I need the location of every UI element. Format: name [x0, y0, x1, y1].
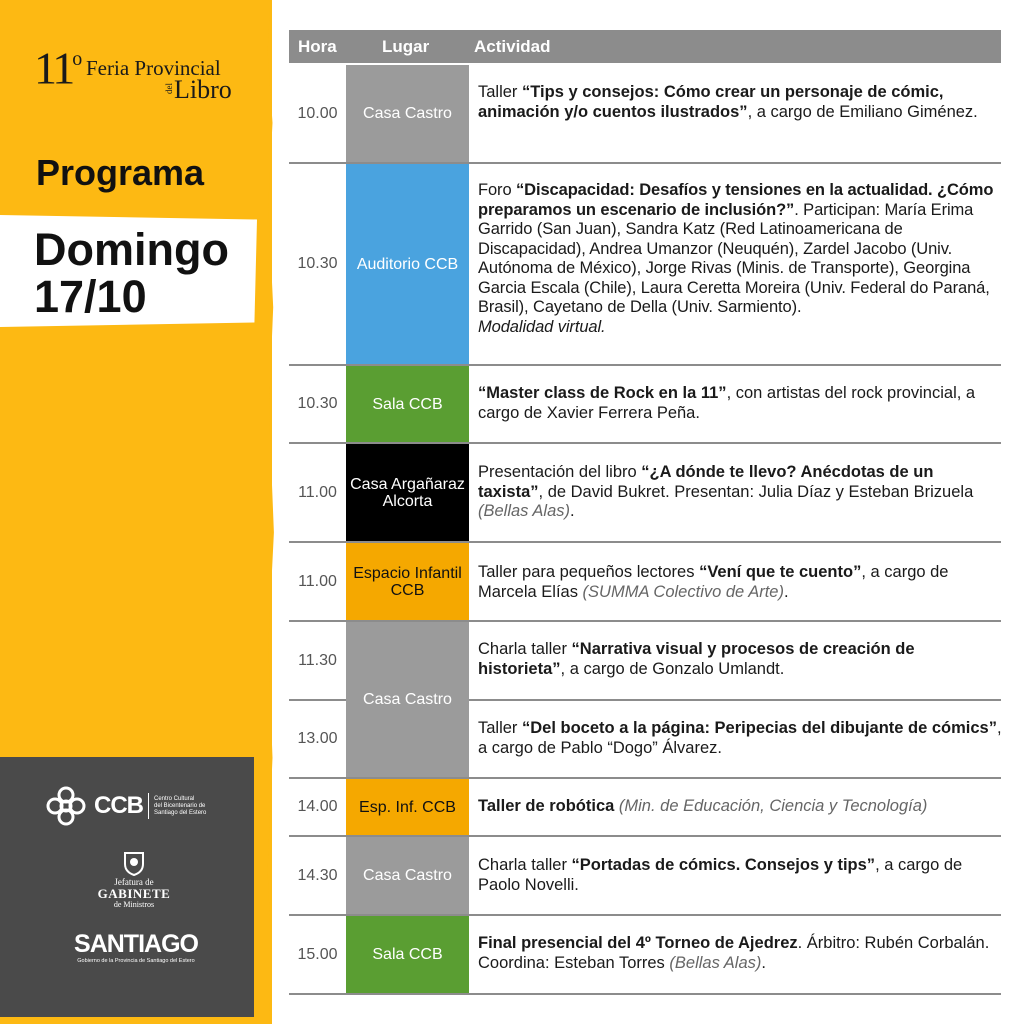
santiago-text: SANTIAGO [74, 930, 198, 958]
header-lugar: Lugar [382, 37, 430, 56]
ccb-divider [148, 793, 149, 819]
table-row [289, 366, 1001, 442]
row-actividad: Foro “Discapacidad: Desafíos y tensiones en la actualidad. ¿Cómo preparamos un escenario de inclusión?”. Participan: María Erima Garrido (San Juan), Sandra Katz (Red Latinoamericana de Discapacidad), Andrea Umanzor (Neuquén), Zardel Jacobo (Univ. Autónoma de México), Jorge Rivas (Minis. de Transporte), Georgina Garcia Escala (Chile), Laura Ceretta Moreira (Univ. Federal do Paraná, Brasil), Cayetano de Della (Univ. Sarmiento). Modalidad virtual. [478, 181, 994, 336]
program-title: Programa [36, 152, 205, 193]
row-hora: 14.30 [297, 866, 338, 884]
table-row [289, 65, 1001, 162]
row-hora: 10.30 [297, 395, 338, 412]
date-heading [34, 226, 229, 320]
row-divider [289, 993, 1001, 995]
row-lugar: Sala CCB [346, 916, 469, 993]
row-hora: 11.00 [298, 572, 337, 590]
row-hora: 15.00 [297, 945, 338, 963]
row-actividad: Taller para pequeños lectores “Vení que te cuento”, a cargo de Marcela Elías (SUMMA Colectivo de Arte). [478, 563, 949, 601]
row-lugar: Casa Castro [346, 65, 469, 162]
logo-line2: Libro [174, 75, 232, 104]
row-actividad: Presentación del libro “¿A dónde te llevo? Anécdotas de un taxista”, de David Bukret. Presentan: Julia Díaz y Esteban Brizuela (Bellas Alas). [478, 463, 974, 520]
logo-number: 11$^o$ [34, 42, 83, 94]
row-lugar: Sala CCB [346, 366, 469, 442]
row-lugar: Casa Castro [346, 837, 469, 914]
row-actividad: “Master class de Rock en la 11”, con artistas del rock provincial, a cargo de Xavier Ferrera Peña. [478, 384, 976, 422]
day-date: 17/10 [34, 271, 147, 322]
santiago-subtitle: Gobierno de la Provincia de Santiago del Estero [77, 958, 195, 964]
header-hora: Hora [298, 37, 337, 56]
row-hora: 11.30 [298, 651, 337, 669]
row-actividad: Final presencial del 4º Torneo de Ajedrez. Árbitro: Rubén Corbalán. Coordina: Esteban Torres (Bellas Alas). [478, 934, 990, 972]
row-divider [469, 699, 1001, 701]
feria-logo [34, 38, 254, 108]
ccb-fullname: Centro Cultural del Bicentenario de Santiago del Estero [154, 795, 207, 816]
table-header [289, 30, 1001, 63]
row-hora: 11.00 [298, 483, 337, 501]
row-hora: 13.00 [297, 730, 338, 747]
logo-line1: Feria Provincial [86, 56, 221, 80]
table-row [289, 837, 1001, 914]
row-lugar: Esp. Inf. CCB [346, 779, 469, 835]
ccb-text: CCB [94, 792, 143, 819]
table-row [289, 164, 1001, 364]
row-hora: 10.00 [297, 104, 338, 122]
table-row [289, 543, 1001, 620]
santiago-logo [66, 930, 206, 964]
row-lugar: Casa Castro [346, 622, 469, 777]
table-row [289, 779, 1001, 835]
ccb-logo [46, 786, 232, 826]
flower-icon [46, 786, 86, 826]
header-actividad: Actividad [474, 37, 551, 56]
row-actividad: Charla taller “Narrativa visual y procesos de creación de historieta”, a cargo de Gonzalo Umlandt. [478, 640, 915, 678]
row-lugar: Casa Argañaraz Alcorta [346, 444, 469, 541]
row-lugar: Auditorio CCB [346, 164, 469, 364]
row-actividad: Taller de robótica (Min. de Educación, Ciencia y Tecnología) [478, 797, 928, 815]
shield-icon [122, 850, 146, 876]
logo-del: del [164, 83, 174, 94]
row-lugar: Espacio Infantil CCB [346, 543, 469, 620]
row-actividad: Charla taller “Portadas de cómics. Consejos y tips”, a cargo de Paolo Novelli. [478, 856, 963, 894]
day-name: Domingo [34, 224, 229, 275]
table-row-group [289, 622, 1001, 777]
row-actividad: Taller “Tips y consejos: Cómo crear un personaje de cómic, animación y/o cuentos ilustrados”, a cargo de Emiliano Giménez. [478, 83, 978, 121]
gabinete-logo: Jefatura de GABINETE de Ministros [94, 850, 174, 909]
table-row [289, 444, 1001, 541]
table-row [289, 916, 1001, 993]
row-hora: 14.00 [297, 798, 338, 815]
row-actividad: Taller “Del boceto a la página: Peripecias del dibujante de cómics”, a cargo de Pablo “Dogo” Álvarez. [478, 719, 1002, 757]
row-hora: 10.30 [297, 255, 338, 272]
